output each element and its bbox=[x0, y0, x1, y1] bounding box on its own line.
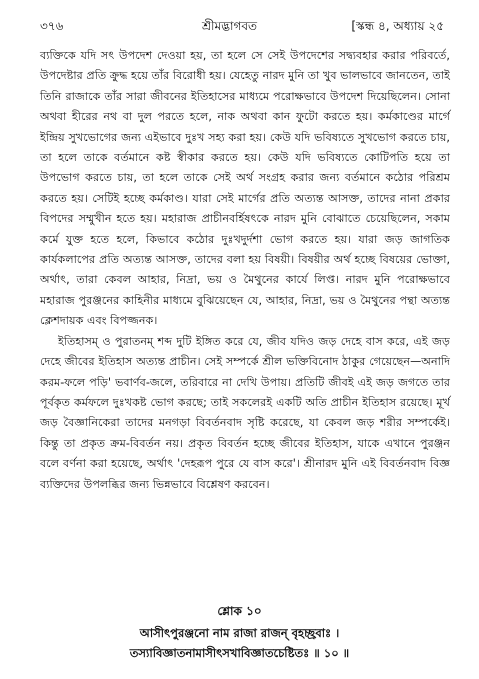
verse-line: তস্যাবিজ্ঞাতনামাসীৎসখাবিজ্ঞাতচেষ্টিতঃ ॥ ১০ ॥ bbox=[129, 646, 350, 660]
book-title: শ্রীমদ্ভাগবত bbox=[202, 19, 258, 33]
canto-chapter-label: [স্কন্ধ ৪, অধ্যায় ২৫ bbox=[351, 19, 444, 33]
page-number: ৩৭৬ bbox=[40, 19, 64, 33]
verse-label: শ্লোক ১০ bbox=[217, 604, 262, 618]
verse-line: আসীৎপুরঞ্জনো নাম রাজা রাজন্ বৃহচ্ছ্রবাঃ । bbox=[139, 626, 340, 640]
paragraph: ব্যক্তিকে যদি সৎ উপদেশ দেওয়া হয়, তা হলে সে সেই উপদেশের সদ্ব্যবহার করার পরিবর্তে, উপদেষ্টার প্রতি ক্রুদ্ধ হয়ে তাঁর বিরোধী হয়। যেহেতু নারদ মুনি তা খুব ভালভাবে জানতেন, তাই তিনি রাজাকে তাঁর সারা জীবনের ইতিহাসের মাধ্যমে পরোক্ষভাবে উপদেশ দিয়েছিলেন। সোনা অথবা হীরের নথ বা দুল পরতে হলে, নাক অথবা কান ফুটো করতে হয়। কর্মকাণ্ডের মার্গে ইন্দ্রিয় সুখভোগের জন্য এইভাবে দুঃখ সহ্য করা হয়। কেউ যদি ভবিষ্যতে সুখভোগ করতে চায়, তা হলে তাকে বর্তমানে কষ্ট স্বীকার করতে হয়। কেউ যদি ভবিষ্যতে কোটিপতি হয়ে তা উপভোগ করতে চায়, তা হলে তাকে সেই অর্থ সংগ্রহ করার জন্য বর্তমানে কঠোর পরিশ্রম করতে হয়। সেটিই হচ্ছে কর্মকাণ্ড। যারা সেই মার্গের প্রতি অত্যন্ত আসক্ত, তাদের নানা প্রকার বিপদের সম্মুখীন হতে হয়। মহারাজ প্রাচীনবর্হিষৎকে নারদ মুনি বোঝাতে চেয়েছিলেন, সকাম কর্মে যুক্ত হতে হলে, কিভাবে কঠোর দুঃখদুর্দশা ভোগ করতে হয়। যারা জড় জাগতিক কার্যকলাপের প্রতি অত্যন্ত আসক্ত, তাদের বলা হয় বিষয়ী। বিষয়ীর অর্থ হচ্ছে বিষয়ের ভোক্তা, অর্থাৎ, তারা কেবল আহার, নিদ্রা, ভয় ও মৈথুনের কার্যে লিপ্ত। নারদ মুনি পরোক্ষভাবে মহারাজ পুরঞ্জনের কাহিনীর মাধ্যমে বুঝিয়েছেন যে, আহার, নিদ্রা, ভয় ও মৈথুনের পন্থা অত্যন্ত ক্লেশদায়ক এবং বিপজ্জনক। bbox=[40, 49, 450, 328]
page-header bbox=[40, 18, 444, 38]
purport-text bbox=[40, 46, 450, 495]
paragraph: ইতিহাসম্ ও পুরাতনম্ শব্দ দুটি ইঙ্গিত করে যে, জীব যদিও জড় দেহে বাস করে, এই জড় দেহে জীবের ইতিহাস অত্যন্ত প্রাচীন। সেই সম্পর্কে শ্রীল ভক্তিবিনোদ ঠাকুর গেয়েছেন—অনাদি করম-ফলে পড়ি' ভবার্ণব-জলে, তরিবারে না দেখি উপায়। প্রতিটি জীবই এই জড় জগতে তার পূর্বকৃত কর্মফলে দুঃখকষ্ট ভোগ করছে; তাই সকলেরই একটি অতি প্রাচীন ইতিহাস রয়েছে। মূর্খ জড় বৈজ্ঞানিকেরা তাদের মনগড়া বিবর্তনবাদ সৃষ্টি করেছে, যা কেবল জড় শরীর সম্পর্কেই। কিন্তু তা প্রকৃত ক্রম-বিবর্তন নয়। প্রকৃত বিবর্তন হচ্ছে জীবের ইতিহাস, যাকে এখানে পুরঞ্জন বলে বর্ণনা করা হয়েছে, অর্থাৎ 'দেহরূপ পুরে যে বাস করে'। শ্রীনারদ মুনি এই বিবর্তনবাদ বিজ্ঞ ব্যক্তিদের উপলব্ধির জন্য ভিন্নভাবে বিশ্লেষণ করবেন। bbox=[40, 334, 450, 491]
